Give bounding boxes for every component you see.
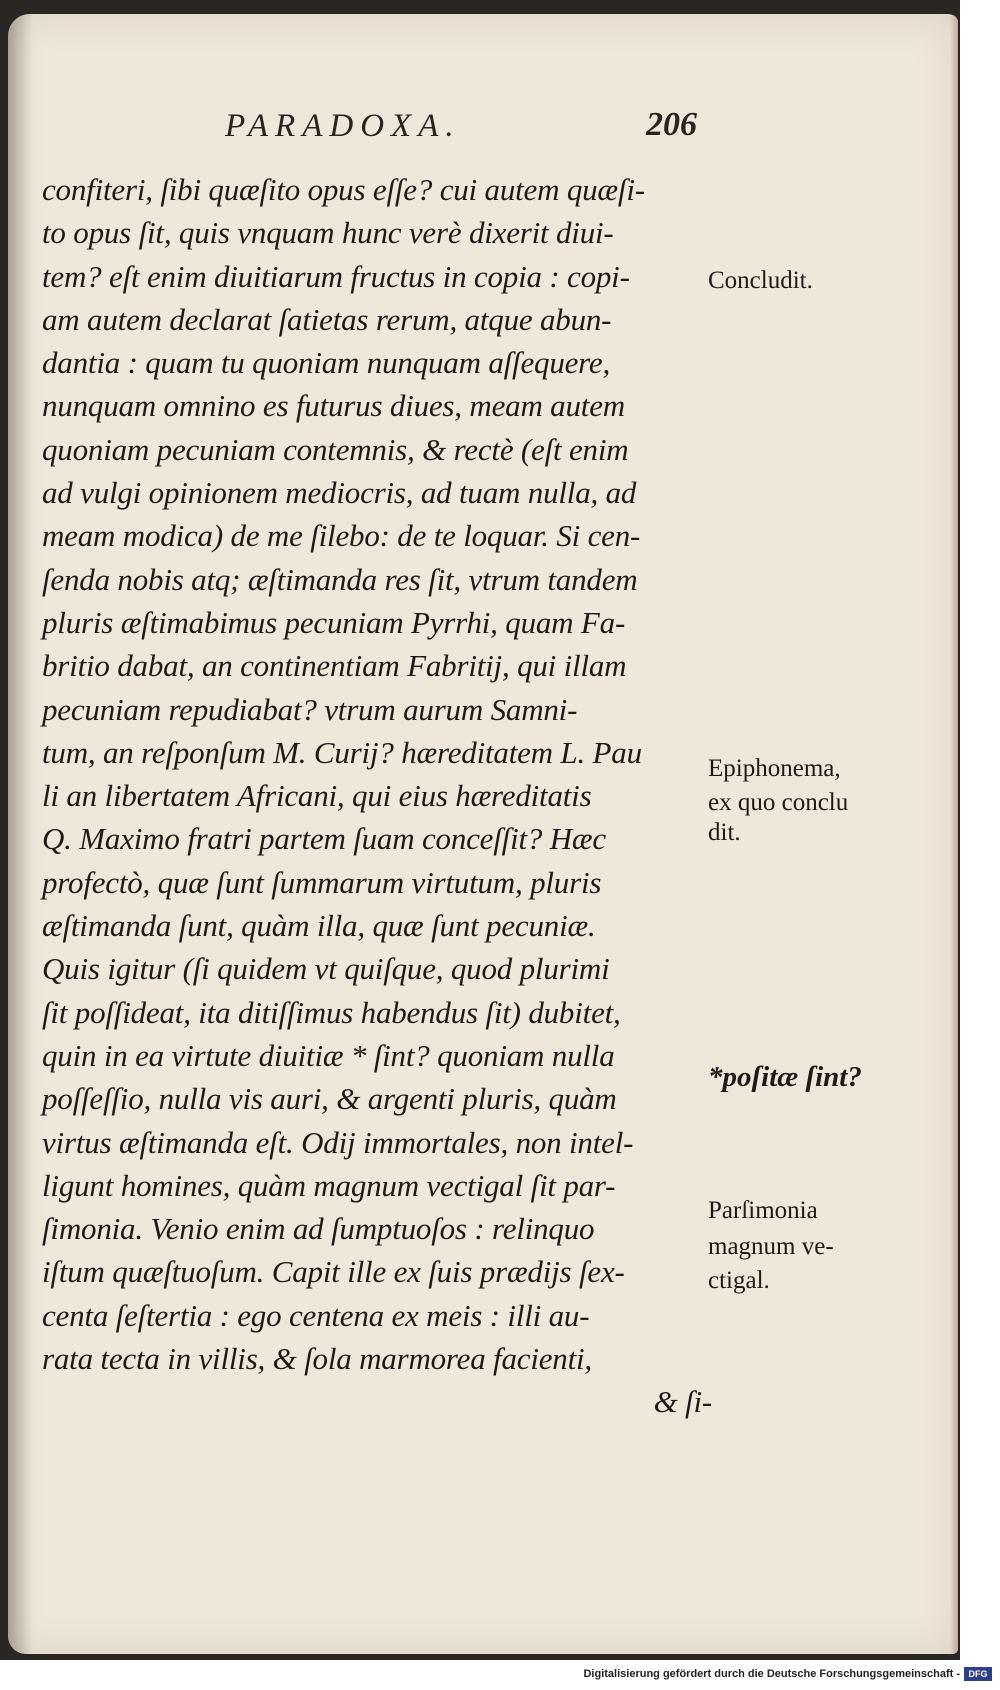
text-line: ſimonia. Venio enim ad ſumptuoſos : relinquo: [42, 1211, 595, 1247]
text-line: dantia : quam tu quoniam nunquam aſſequere,: [42, 345, 611, 381]
page-edge: [950, 14, 958, 1654]
text-line: meam modica) de me ſilebo: de te loquar. Si cen-: [42, 518, 641, 554]
text-line: tem? eſt enim diuitiarum fructus in copia : copi-: [42, 258, 630, 294]
marginal-note-epiphonema: dit.: [708, 819, 741, 846]
text-line: am autem declarat ſatietas rerum, atque abun-: [42, 301, 612, 337]
text-line: quoniam pecuniam contemnis, & rectè (eſt enim: [42, 431, 629, 467]
text-line: virtus æſtimanda eſt. Odij immortales, non intel-: [42, 1124, 634, 1160]
page-gutter-shadow: [8, 14, 32, 1654]
dfg-logo: DFG: [964, 1667, 992, 1681]
marginal-variant-reading: *poſitæ ſint?: [708, 1061, 862, 1093]
text-line: ligunt homines, quàm magnum vectigal ſit par-: [42, 1167, 616, 1203]
text-line: iſtum quæſtuoſum. Capit ille ex ſuis prædijs ſex-: [42, 1254, 625, 1290]
marginal-note-parsimonia: magnum ve-: [708, 1233, 834, 1260]
text-line: ſit poſſideat, ita ditiſſimus habendus ſit) dubitet,: [42, 994, 621, 1030]
digitization-footer: [0, 1662, 1000, 1690]
running-head: PARADOXA.: [225, 108, 461, 144]
text-line: centa ſeſtertia : ego centena ex meis : illi au-: [42, 1297, 590, 1333]
text-line: britio dabat, an continentiam Fabritij, qui illam: [42, 648, 627, 684]
text-line: profectò, quæ ſunt ſummarum virtutum, pluris: [42, 864, 602, 900]
text-line: quin in ea virtute diuitiæ * ſint? quoniam nulla: [42, 1037, 615, 1073]
body-text: [42, 168, 712, 1424]
catchword: & ſi-: [653, 1384, 712, 1420]
text-line: pecuniam repudiabat? vtrum aurum Samni-: [42, 691, 578, 727]
text-line: tum, an reſponſum M. Curij? hæreditatem L. Pau: [42, 734, 642, 770]
marginal-note-parsimonia: ctigal.: [708, 1267, 770, 1294]
text-line: to opus ſit, quis vnquam hunc verè dixerit diui-: [42, 215, 614, 251]
text-line: pluris æſtimabimus pecuniam Pyrrhi, quam Fa-: [42, 604, 626, 640]
text-line: Quis igitur (ſi quidem vt quiſque, quod plurimi: [42, 951, 610, 987]
marginal-note-epiphonema: Epiphonema,: [708, 755, 841, 782]
text-line: æſtimanda ſunt, quàm illa, quæ ſunt pecuniæ.: [42, 908, 596, 944]
marginal-note-concludit: Concludit.: [708, 267, 813, 294]
text-line: li an libertatem Africani, qui eius hæreditatis: [42, 778, 592, 814]
text-line: Q. Maximo fratri partem ſuam conceſſit? Hæc: [42, 821, 606, 857]
page-number: 206: [646, 106, 697, 143]
marginal-note-epiphonema: ex quo conclu: [708, 789, 849, 816]
marginal-note-parsimonia: Parſimonia: [708, 1197, 818, 1224]
text-line: nunquam omnino es futurus diues, meam autem: [42, 388, 625, 424]
text-line: rata tecta in villis, & ſola marmorea facienti,: [42, 1341, 592, 1377]
funding-credit: Digitalisierung gefördert durch die Deutsche Forschungsgemeinschaft -: [583, 1668, 960, 1680]
text-line: ſenda nobis atq; æſtimanda res ſit, vtrum tandem: [42, 561, 638, 597]
text-line: poſſeſſio, nulla vis auri, & argenti pluris, quàm: [42, 1081, 617, 1117]
text-line: confiteri, ſibi quæſito opus eſſe? cui autem quæſi-: [42, 172, 645, 207]
text-line: ad vulgi opinionem mediocris, ad tuam nulla, ad: [42, 475, 637, 511]
